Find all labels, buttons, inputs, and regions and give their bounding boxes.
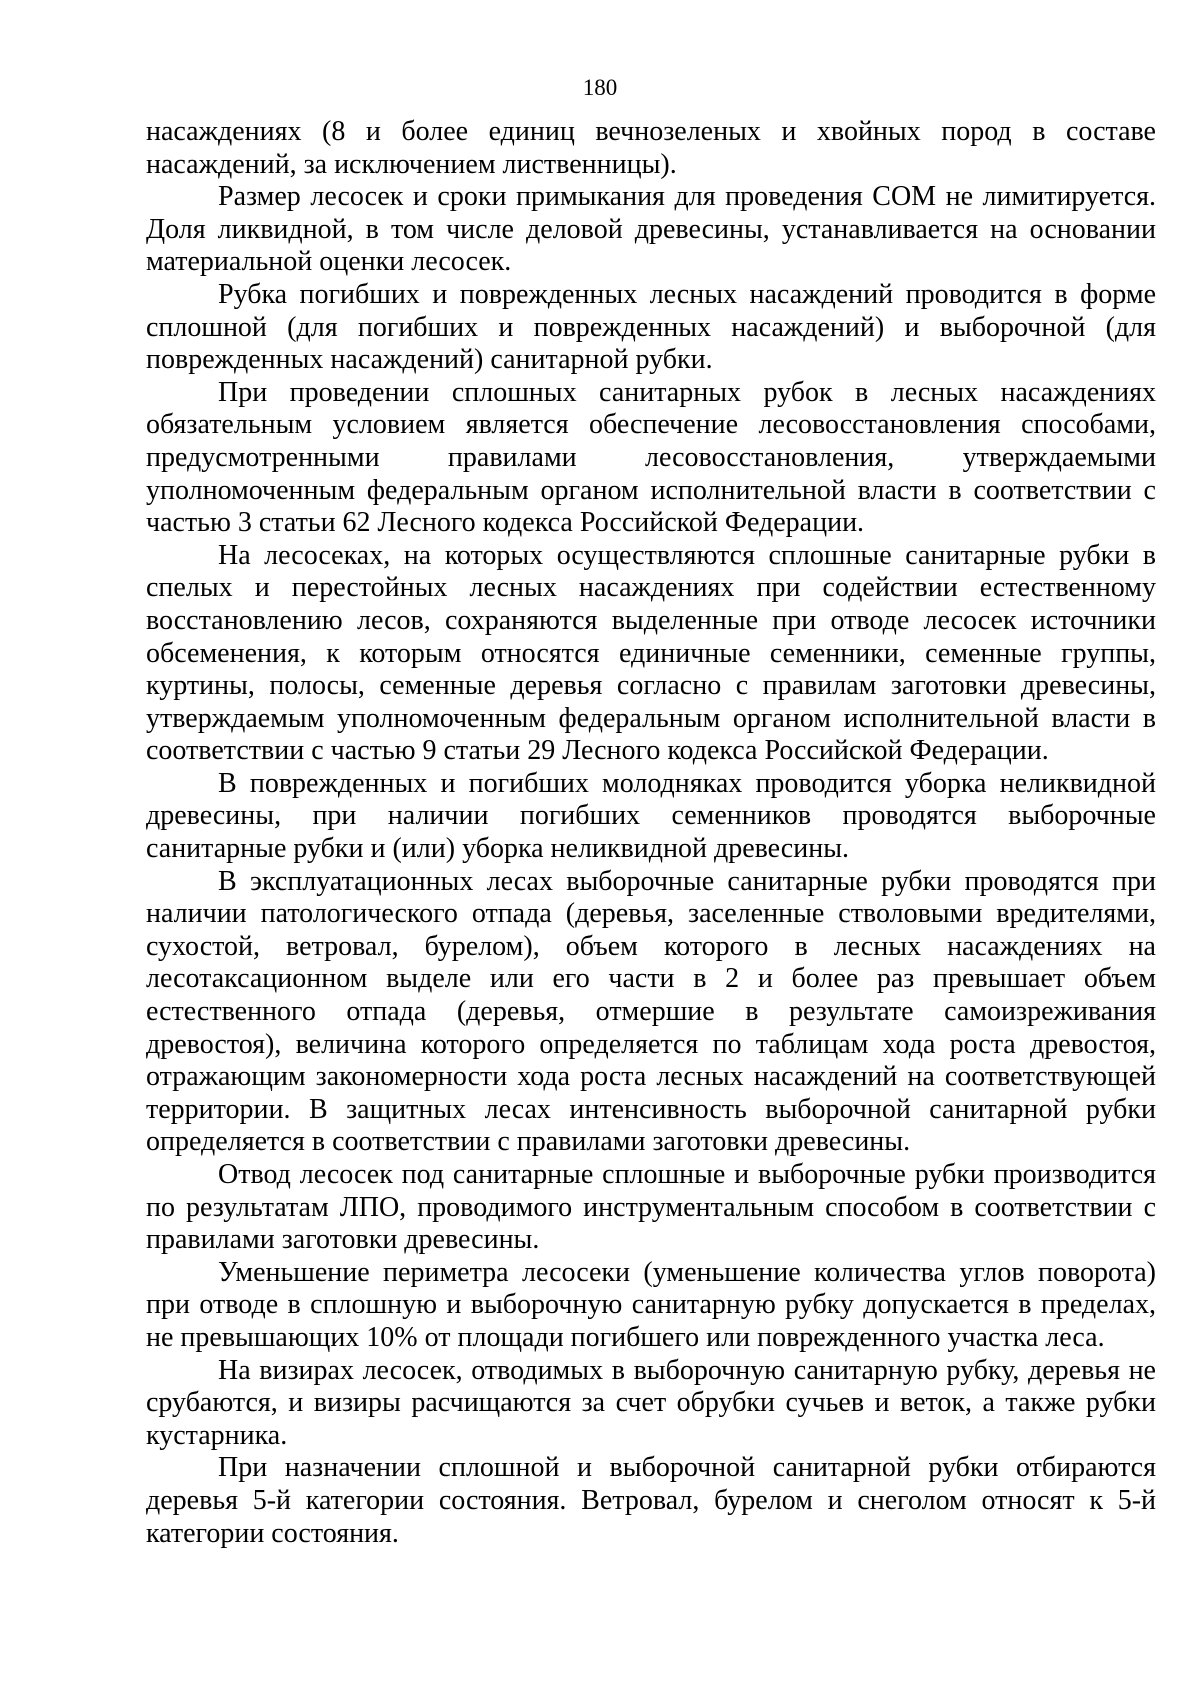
paragraph: Рубка погибших и поврежденных лесных насаждений проводится в форме сплошной (для погибших и поврежденных насаждений) и выборочной (для поврежденных насаждений) санитарной рубки. bbox=[146, 278, 1156, 376]
body-text bbox=[146, 116, 1156, 1550]
paragraph: Уменьшение периметра лесосеки (уменьшение количества углов поворота) при отводе в сплошную и выборочную санитарную рубку допускается в пределах, не превышающих 10% от площади погибшего или поврежденного участка леса. bbox=[146, 1256, 1156, 1353]
page-number: 180 bbox=[582, 75, 618, 100]
paragraph: При назначении сплошной и выборочной санитарной рубки отбираются деревья 5-й категории состояния. Ветровал, бурелом и снеголом относят к 5-й категории состояния. bbox=[146, 1452, 1156, 1549]
paragraph: На лесосеках, на которых осуществляются сплошные санитарные рубки в спелых и перестойных лесных насаждениях при содействии естественному восстановлению лесов, сохраняются выделенные при отводе лесосек источники обсеменения, к которым относятся единичные семенники, семенные группы, куртины, полосы, семенные деревья согласно с правилам заготовки древесины, утверждаемым уполномоченным федеральным органом исполнительной власти в соответствии с частью 9 статьи 29 Лесного кодекса Российской Федерации. bbox=[146, 539, 1156, 767]
paragraph: Отвод лесосек под санитарные сплошные и выборочные рубки производится по результатам ЛПО, проводимого инструментальным способом в соответствии с правилами заготовки древесины. bbox=[146, 1159, 1156, 1256]
paragraph-continuation: насаждениях (8 и более единиц вечнозеленых и хвойных пород в составе насаждений, за исключением лиственницы). bbox=[146, 116, 1156, 180]
paragraph: На визирах лесосек, отводимых в выборочную санитарную рубку, деревья не срубаются, и визиры расчищаются за счет обрубки сучьев и веток, а также рубки кустарника. bbox=[146, 1354, 1156, 1451]
paragraph: Размер лесосек и сроки примыкания для проведения СОМ не лимитируется. Доля ликвидной, в том числе деловой древесины, устанавливается на основании материальной оценки лесосек. bbox=[146, 181, 1156, 278]
paragraph: В эксплуатационных лесах выборочные санитарные рубки проводятся при наличии патологического отпада (деревья, заселенные стволовыми вредителями, сухостой, ветровал, бурелом), объем которого в лесных насаждениях на лесотаксационном выделе или его части в 2 и более раз превышает объем естественного отпада (деревья, отмершие в результате самоизреживания древостоя), величина которого определяется по таблицам хода роста древостоя, отражающим закономерности хода роста лесных насаждений на соответствующей территории. В защитных лесах интенсивность выборочной санитарной рубки определяется в соответствии с правилами заготовки древесины. bbox=[146, 865, 1156, 1158]
paragraph: При проведении сплошных санитарных рубок в лесных насаждениях обязательным условием является обеспечение лесовосстановления способами, предусмотренными правилами лесовосстановления, утверждаемыми уполномоченным федеральным органом исполнительной власти в соответствии с частью 3 статьи 62 Лесного кодекса Российской Федерации. bbox=[146, 376, 1156, 539]
paragraph: В поврежденных и погибших молодняках проводится уборка неликвидной древесины, при наличии погибших семенников проводятся выборочные санитарные рубки и (или) уборка неликвидной древесины. bbox=[146, 767, 1156, 865]
